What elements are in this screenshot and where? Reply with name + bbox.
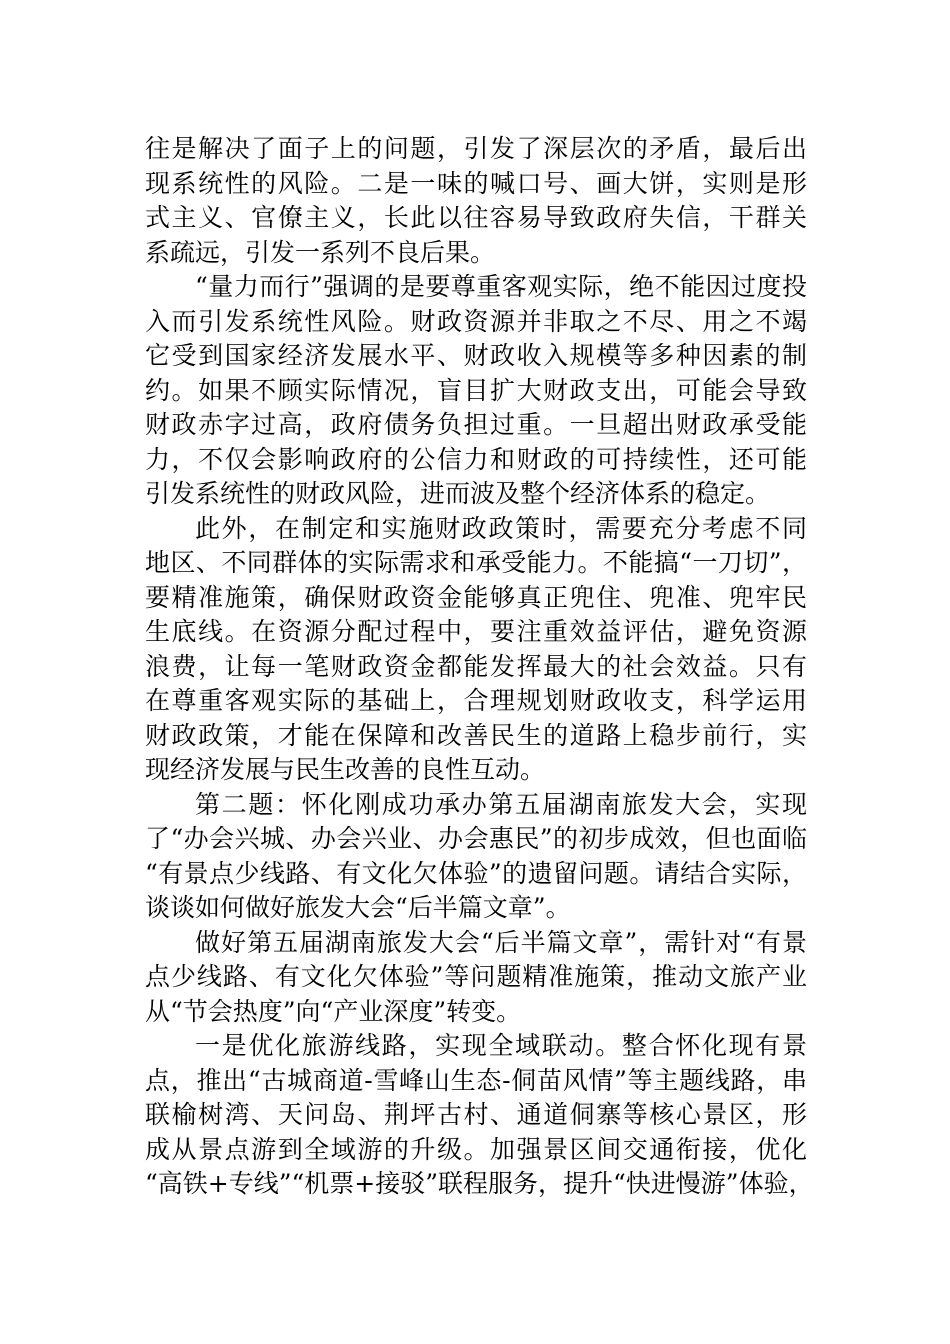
text-line: 一是优化旅游线路，实现全域联动。整合怀化现有景 — [195, 1031, 807, 1060]
text-line: “有景点少线路、有文化欠体验”的遗留问题。请结合实际， — [145, 858, 807, 888]
text-line: 往是解决了面子上的问题，引发了深层次的矛盾，最后出 — [145, 134, 807, 163]
text-line: 点少线路、有文化欠体验”等问题精准施策，推动文旅产业 — [145, 962, 807, 991]
text-line: “高铁+专线”“机票+接驳”联程服务，提升“快进慢游”体验， — [145, 1169, 814, 1198]
paragraph — [145, 926, 807, 1030]
text-line: “量力而行”强调的是要尊重客观实际，绝不能因过度投 — [195, 272, 807, 301]
text-line: 它受到国家经济发展水平、财政收入规模等多种因素的制 — [145, 341, 807, 370]
text-line: 了“办会兴城、办会兴业、办会惠民”的初步成效，但也面临 — [145, 824, 807, 853]
text-line: 力，不仅会影响政府的公信力和财政的可持续性，还可能 — [145, 444, 807, 474]
text-line: 成从景点游到全域游的升级。加强景区间交通衔接，优化 — [145, 1134, 807, 1164]
paragraph — [145, 1029, 814, 1202]
text-line: 从“节会热度”向“产业深度”转变。 — [145, 996, 522, 1026]
text-line: 财政政策，才能在保障和改善民生的道路上稳步前行，实 — [145, 720, 807, 750]
paragraph — [145, 788, 807, 926]
text-line: 地区、不同群体的实际需求和承受能力。不能搞“一刀切”， — [145, 548, 807, 577]
text-line: 此外，在制定和实施财政政策时，需要充分考虑不同 — [195, 513, 807, 543]
text-line: 现经济发展与民生改善的良性互动。 — [145, 755, 546, 784]
paragraph — [145, 270, 807, 512]
text-line: 财政赤字过高，政府债务负担过重。一旦超出财政承受能 — [145, 410, 807, 439]
text-line: 联榆树湾、天问岛、荆坪古村、通道侗寨等核心景区，形 — [145, 1100, 807, 1129]
paragraph — [145, 512, 807, 788]
text-line: 入而引发系统性风险。财政资源并非取之不尽、用之不竭 — [145, 306, 807, 336]
text-line: 做好第五届湖南旅发大会“后半篇文章”，需针对“有景 — [195, 927, 807, 957]
paragraph — [145, 132, 807, 270]
text-line: 生底线。在资源分配过程中，要注重效益评估，避免资源 — [145, 617, 807, 646]
text-line: 浪费，让每一笔财政资金都能发挥最大的社会效益。只有 — [145, 651, 807, 681]
text-line: 系疏远，引发一系列不良后果。 — [145, 237, 496, 267]
text-line: 谈谈如何做好旅发大会“后半篇文章”。 — [145, 893, 571, 922]
text-line: 第二题：怀化刚成功承办第五届湖南旅发大会，实现 — [195, 789, 807, 819]
document-page — [145, 132, 814, 1202]
text-line: 式主义、官僚主义，长此以往容易导致政府失信，干群关 — [145, 203, 807, 232]
text-line: 点，推出“古城商道-雪峰山生态-侗苗风情”等主题线路，串 — [145, 1065, 807, 1095]
text-line: 在尊重客观实际的基础上，合理规划财政收支，科学运用 — [145, 686, 807, 715]
text-line: 引发系统性的财政风险，进而波及整个经济体系的稳定。 — [145, 479, 771, 508]
text-line: 现系统性的风险。二是一味的喊口号、画大饼，实则是形 — [145, 168, 807, 198]
text-line: 要精准施策，确保财政资金能够真正兜住、兜准、兜牢民 — [145, 582, 807, 612]
text-line: 约。如果不顾实际情况，盲目扩大财政支出，可能会导致 — [145, 375, 807, 405]
